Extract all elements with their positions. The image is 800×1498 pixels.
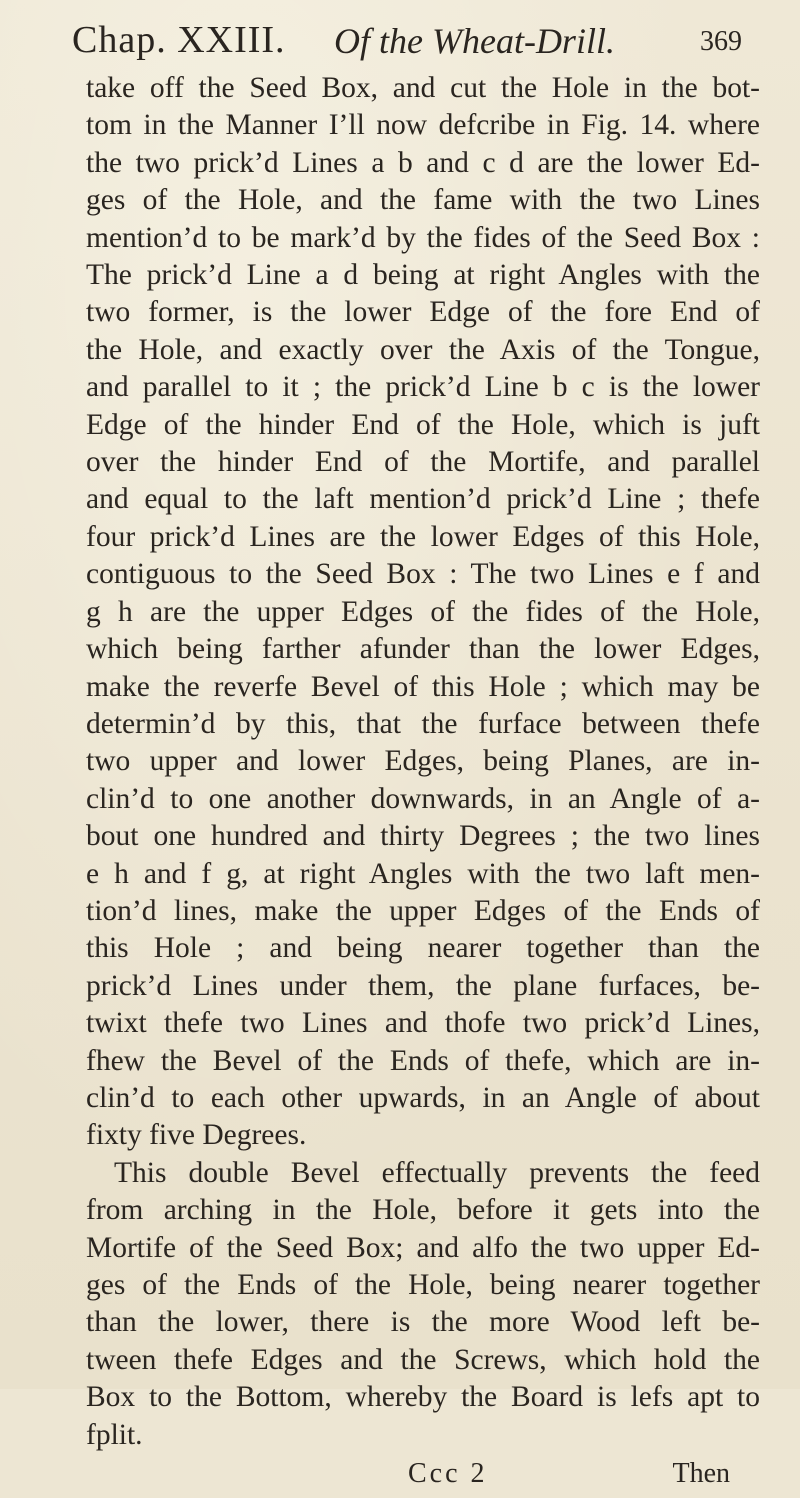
signature-mark: Ccc 2 (408, 1458, 488, 1490)
text-line: clin’d to one another downwards, in an Angle of a- (86, 782, 760, 815)
text-line: this Hole ; and being nearer together than the (86, 932, 760, 965)
running-head (64, 18, 760, 70)
text-line: the Hole, and exactly over the Axis of the Tongue, (86, 333, 760, 366)
text-line: ges of the Ends of the Hole, being nearer together (86, 1269, 760, 1301)
text-line: prick’d Lines under them, the plane furfaces, be- (86, 969, 760, 1002)
text-line: make the reverfe Bevel of this Hole ; which may be (86, 670, 760, 703)
text-line: e h and f g, at right Angles with the two laft men- (86, 857, 760, 890)
body-text (64, 70, 760, 1454)
running-title: Of the Wheat-Drill. (334, 21, 615, 61)
text-line: The prick’d Line a d being at right Angles with the (86, 259, 760, 292)
text-line: and equal to the laft mention’d prick’d Line ; thefe (86, 483, 760, 516)
text-line: and parallel to it ; the prick’d Line b c is the lower (86, 371, 760, 404)
text-line: which being farther afunder than the lower Edges, (86, 633, 760, 666)
text-line: tion’d lines, make the upper Edges of the Ends of (86, 894, 760, 927)
text-line: than the lower, there is the more Wood left be- (86, 1306, 760, 1339)
page-number: 369 (700, 26, 742, 57)
text-line: ges of the Hole, and the fame with the two Lines (86, 184, 760, 217)
page-footer (64, 1458, 760, 1498)
text-line: the two prick’d Lines a b and c d are the lower Ed- (86, 146, 760, 179)
text-line: bout one hundred and thirty Degrees ; the two lines (86, 820, 760, 853)
text-line: two upper and lower Edges, being Planes, are in- (86, 745, 760, 778)
text-line: This double Bevel effectually prevents the feed (114, 1156, 760, 1189)
text-line: mention’d to be mark’d by the fides of the Seed Box : (86, 221, 760, 254)
text-line: Edge of the hinder End of the Hole, which is juft (86, 408, 760, 441)
text-line: Box to the Bottom, whereby the Board is lefs apt to (86, 1381, 760, 1414)
text-line: fplit. (86, 1418, 143, 1451)
text-line: twixt thefe two Lines and thofe two prick’d Lines, (86, 1007, 760, 1040)
text-line: tom in the Manner I’ll now defcribe in Fig. 14. where (86, 109, 760, 142)
catchword: Then (672, 1458, 730, 1490)
text-line: g h are the upper Edges of the fides of the Hole, (86, 595, 760, 628)
text-line: Mortife of the Seed Box; and alfo the two upper Ed- (86, 1231, 760, 1264)
chapter-heading: Chap. XXIII. (72, 19, 286, 61)
text-line: fhew the Bevel of the Ends of thefe, which are in- (86, 1044, 760, 1077)
text-line: four prick’d Lines are the lower Edges of this Hole, (86, 520, 760, 553)
text-line: two former, is the lower Edge of the fore End of (86, 296, 760, 329)
text-line: fixty five Degrees. (86, 1119, 307, 1152)
text-line: clin’d to each other upwards, in an Angle of about (86, 1081, 760, 1114)
text-line: take off the Seed Box, and cut the Hole in the bot- (86, 72, 760, 104)
text-line: determin’d by this, that the furface between thefe (86, 707, 760, 740)
text-line: contiguous to the Seed Box : The two Lines e f and (86, 558, 760, 591)
text-line: tween thefe Edges and the Screws, which hold the (86, 1343, 760, 1376)
text-line: from arching in the Hole, before it gets into the (86, 1194, 760, 1227)
text-line: over the hinder End of the Mortife, and parallel (86, 446, 760, 479)
